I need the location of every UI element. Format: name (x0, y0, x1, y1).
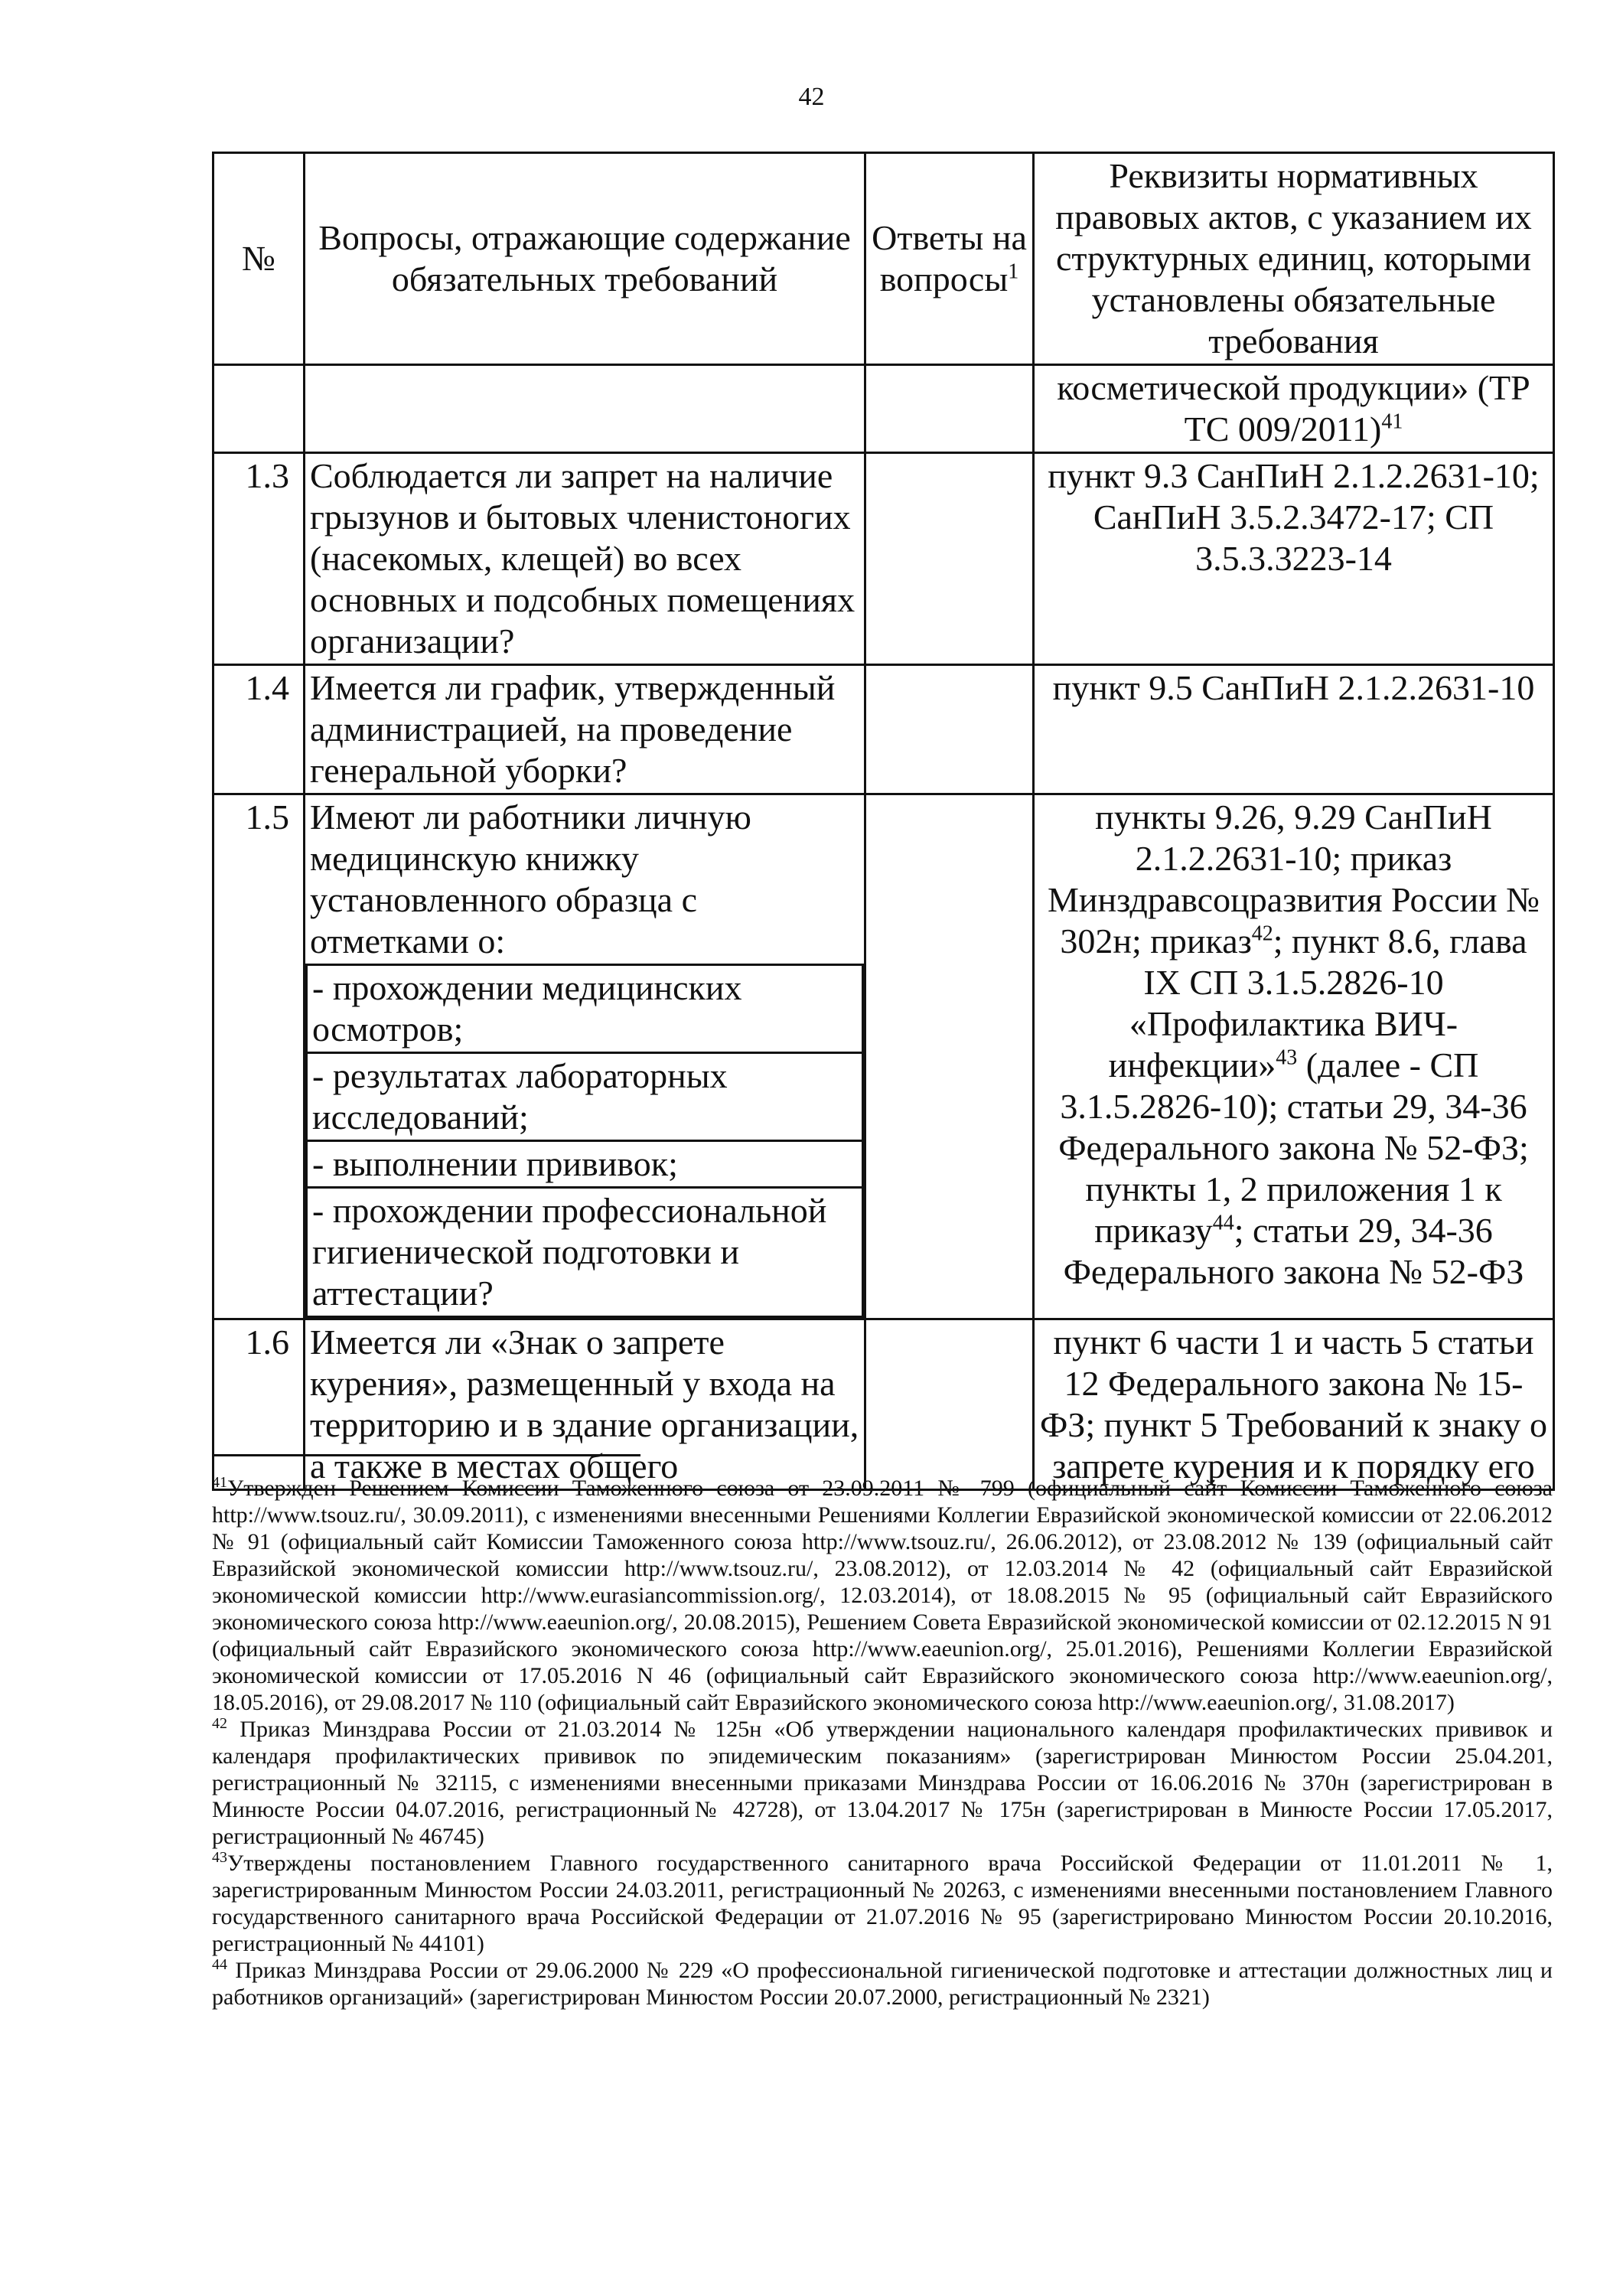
footnote-text: Приказ Минздрава России от 21.03.2014 № 125н «Об утверждении национального календаря профилактических прививок и календаря профилактических прививок по эпидемическим показаниям» (зарегистрирован Минюстом России 25.04.201, регистрационный № 32115, с изменениями внесенными приказами Минздрава России от 16.06.2016 № 370н (зарегистрирован в Минюсте России 04.07.2016, регистрационный№ 42728), от 13.04.2017 № 175н (зарегистрирован в Минюсте России 17.05.2017, регистрационный № 46745) (212, 1717, 1553, 1849)
footnote-43 (212, 1850, 1553, 1957)
header-answers-footnote-mark: 1 (1008, 259, 1019, 284)
row-ref-text: пункты 9.26, 9.29 СанПиН 2.1.2.2631-10; приказ Минздравсоцразвития России № 302н; приказ (1047, 797, 1540, 960)
page-number: 42 (798, 83, 825, 111)
footnotes (212, 1454, 1553, 2011)
row-number: 1.5 (213, 794, 305, 1319)
footnote-mark: 43 (212, 1849, 227, 1866)
subitems-table (305, 964, 864, 1318)
row-ref: пункт 9.5 СанПиН 2.1.2.2631-10 (1034, 665, 1554, 794)
row-answer (865, 453, 1034, 665)
continuation-ref (1034, 365, 1554, 453)
continuation-ref-text: косметической продукции» (ТР ТС 009/2011) (1057, 368, 1530, 448)
row-question-text: Имеют ли работники личную медицинскую книжку установленного образца с отметками о: (310, 797, 751, 960)
table-row (213, 453, 1554, 665)
footnote-mark-42: 42 (1251, 921, 1273, 946)
row-ref-text: (далее - СП 3.1.5.2826-10); статьи 29, 34-36 Федерального закона № 52-ФЗ; пункты 1, 2 приложения 1 к приказу (1058, 1045, 1529, 1250)
footnote-text: Приказ Минздрава России от 29.06.2000 № 229 «О профессиональной гигиенической подготовке и аттестации должностных лиц и работников организаций» (зарегистрирован Минюстом России 20.07.2000, регистрационный № 2321) (212, 1958, 1553, 2010)
row-ref: пункт 6 части 1 и часть 5 статьи 12 Федерального закона № 15-ФЗ; пункт 5 Требований к знаку о запрете курения и к порядку его (1034, 1319, 1554, 1490)
table-header-row (213, 153, 1554, 365)
header-questions: Вопросы, отражающие содержание обязательных требований (305, 153, 865, 365)
footnote-41 (212, 1475, 1553, 1716)
row-question: Соблюдается ли запрет на наличие грызунов и бытовых членистоногих (насекомых, клещей) во всех основных и подсобных помещениях организации? (305, 453, 865, 665)
footnote-text: Утвержден Решением Комиссии Таможенного союза от 23.09.2011 № 799 (официальный сайт Комиссии Таможенного союза http://www.tsouz.ru/, 30.09.2011), с изменениями внесенными Решениями Коллегии Евразийской экономической комиссии от 22.06.2012 № 91 (официальный сайт Комиссии Таможенного союза http://www.tsouz.ru/, 26.06.2012), от 23.08.2012 № 139 (официальный сайт Евразийской экономической комиссии http://www.tsouz.ru/, 23.08.2012), от 12.03.2014 № 42 (официальный сайт Евразийской экономической комиссии http://www.eurasiancommission.org/, 12.03.2014), от 18.08.2015 № 95 (официальный сайт Евразийского экономического союза http://www.eaeunion.org/, 20.08.2015), Решением Совета Евразийской экономической комиссии от 02.12.2015 N 91 (официальный сайт Евразийского экономического союза http://www.eaeunion.org/, 25.01.2016), Решениями Коллегии Евразийской экономической комиссии от 17.05.2016 N 46 (официальный сайт Евразийского экономического союза http://www.eaeunion.org/, 18.05.2016), от 29.08.2017 № 110 (официальный сайт Евразийского экономического союза http://www.eaeunion.org/, 31.08.2017) (212, 1476, 1553, 1715)
footnote-42 (212, 1716, 1553, 1850)
footnote-mark-41: 41 (1381, 409, 1403, 434)
row-ref-text: ; статьи 29, 34-36 Федерального закона № 52-ФЗ (1063, 1211, 1524, 1291)
row-ref (1034, 794, 1554, 1319)
footnote-text: Утверждены постановлением Главного государственного санитарного врача Российской Федерации от 11.01.2011 № 1, зарегистрированным Минюстом России 24.03.2011, регистрационный № 20263, с изменениями внесенными постановлением Главного государственного санитарного врача Российской Федерации от 21.07.2016 № 95 (зарегистрировано Минюстом России 20.10.2016, регистрационный № 44101) (212, 1851, 1553, 1956)
header-requisites: Реквизиты нормативных правовых актов, с указанием их структурных единиц, которыми установлены обязательные требования (1034, 153, 1554, 365)
subitem: - прохождении медицинских осмотров; (307, 965, 863, 1053)
footnote-44 (212, 1957, 1553, 2011)
table-row (213, 665, 1554, 794)
row-ref: пункт 9.3 СанПиН 2.1.2.2631-10; СанПиН 3.5.2.3472-17; СП 3.5.3.3223-14 (1034, 453, 1554, 665)
table-row (213, 794, 1554, 1319)
subitem: - результатах лабораторных исследований; (307, 1053, 863, 1141)
footnote-mark: 41 (212, 1474, 227, 1491)
row-number: 1.4 (213, 665, 305, 794)
header-num: № (213, 153, 305, 365)
header-answers (865, 153, 1034, 365)
row-question: Имеется ли график, утвержденный администрацией, на проведение генеральной уборки? (305, 665, 865, 794)
footnote-mark: 42 (212, 1715, 227, 1732)
footnote-mark: 44 (212, 1956, 227, 1973)
row-question (305, 794, 865, 1319)
footnote-mark-44: 44 (1212, 1211, 1234, 1235)
requirements-table (212, 152, 1555, 1491)
row-answer (865, 665, 1034, 794)
row-ref-text: ; пункт 8.6, глава IX СП 3.1.5.2826-10 «Профилактика ВИЧ-инфекции» (1108, 921, 1527, 1084)
subitem: - прохождении профессиональной гигиенической подготовки и аттестации? (307, 1188, 863, 1317)
row-number: 1.3 (213, 453, 305, 665)
footnote-separator (212, 1454, 640, 1456)
row-answer (865, 794, 1034, 1319)
table-row-continuation (213, 365, 1554, 453)
footnote-mark-43: 43 (1276, 1045, 1298, 1070)
subitem: - выполнении прививок; (307, 1141, 863, 1188)
header-answers-text: Ответы на вопросы (872, 218, 1027, 298)
row-question: Имеется ли «Знак о запрете курения», размещенный у входа на территорию и в здание организации, а также в местах общего (305, 1319, 865, 1490)
row-number: 1.6 (213, 1319, 305, 1490)
